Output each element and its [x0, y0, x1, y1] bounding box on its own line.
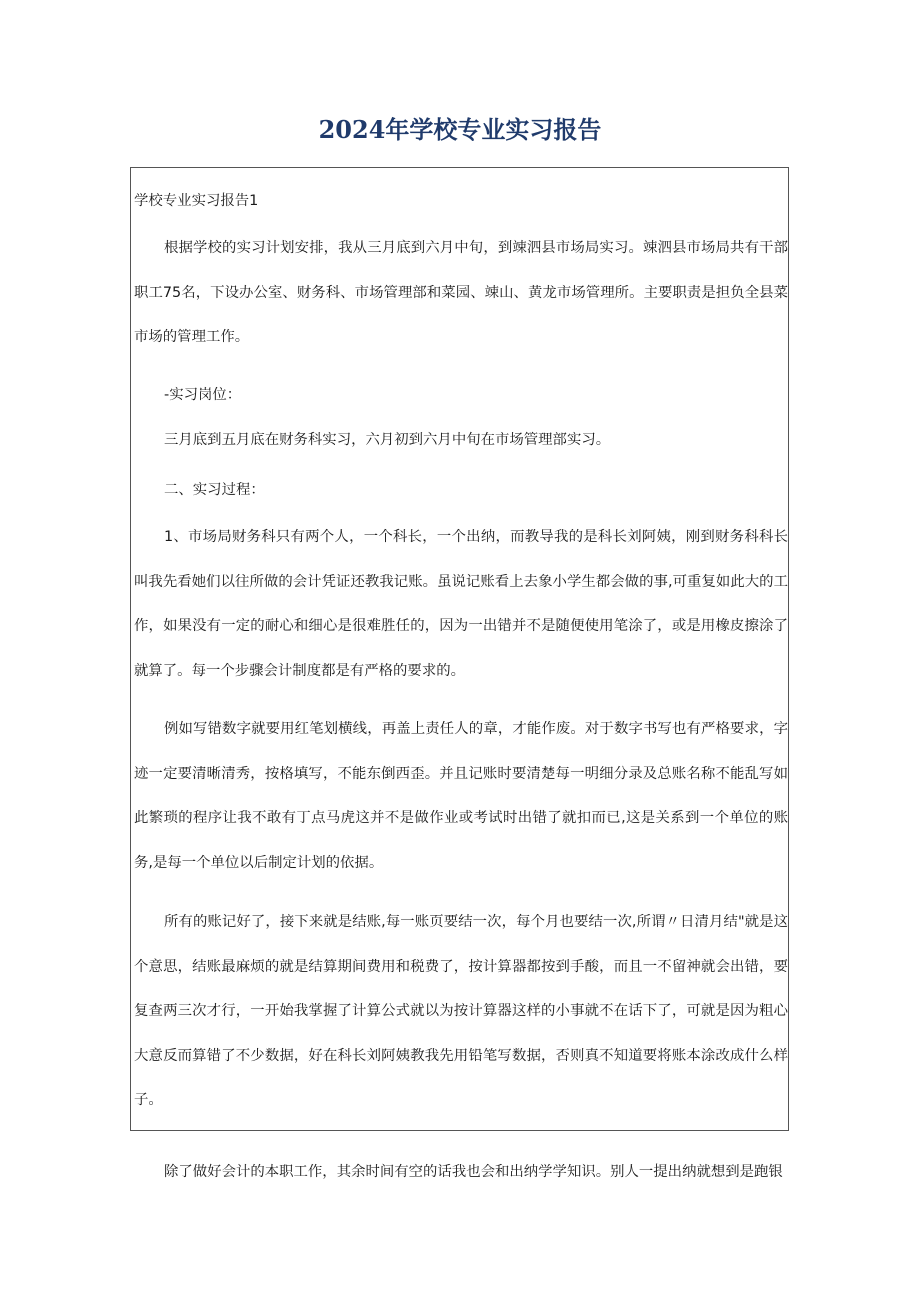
paragraph-finance-office: 1、市场局财务科只有两个人，一个科长，一个出纳，而教导我的是科长刘阿姨，刚到财务科科长叫我先看她们以往所做的会计凭证还教我记账。虽说记账看上去象小学生都会做的事,可重复如此大的工作，如果没有一定的耐心和细心是很难胜任的，因为一出错并不是随便使用笔涂了，或是用橡皮擦涂了就算了。每一个步骤会计制度都是有严格的要求的。: [134, 529, 788, 679]
page-title: 2024年学校专业实习报告: [318, 115, 602, 144]
paragraph-process-heading: 二、实习过程：: [164, 482, 265, 498]
paragraph-position-detail: 三月底到五月底在财务科实习，六月初到六月中旬在市场管理部实习。: [164, 432, 611, 448]
paragraph-position-heading: -实习岗位：: [164, 387, 242, 403]
paragraph-closing-accounts: 所有的账记好了，接下来就是结账,每一账页要结一次，每个月也要结一次,所谓〃日清月结"就是这个意思，结账最麻烦的就是结算期间费用和税费了，按计算器都按到手酸，而且一不留神就会出错，要复查两三次才行，一开始我掌握了计算公式就以为按计算器这样的小事就不在话下了，可就是因为粗心大意反而算错了不少数据，好在科长刘阿姨教我先用铅笔写数据，否则真不知道要将账本涂改成什么样子。: [134, 914, 788, 1109]
paragraph-cashier: 除了做好会计的本职工作，其余时间有空的话我也会和出纳学学知识。别人一提出纳就想到是跑银: [164, 1164, 783, 1180]
paragraph-intro: 根据学校的实习计划安排，我从三月底到六月中旬，到竦泗县市场局实习。竦泗县市场局共有干部职工75名，下设办公室、财务科、市场管理部和菜园、竦山、黄龙市场管理所。主要职责是担负全县菜市场的管理工作。: [134, 240, 788, 346]
paragraph-correction-rules: 例如写错数字就要用红笔划横线，再盖上责任人的章，才能作废。对于数字书写也有严格要求，字迹一定要清晰清秀，按格填写，不能东倒西歪。并且记账时要清楚每一明细分录及总账名称不能乱写如此繁琐的程序让我不敢有丁点马虎这并不是做作业或考试时出错了就扣而已,这是关系到一个单位的账务,是每一个单位以后制定计划的依据。: [134, 721, 788, 871]
section-heading: 学校专业实习报告1: [134, 193, 259, 209]
